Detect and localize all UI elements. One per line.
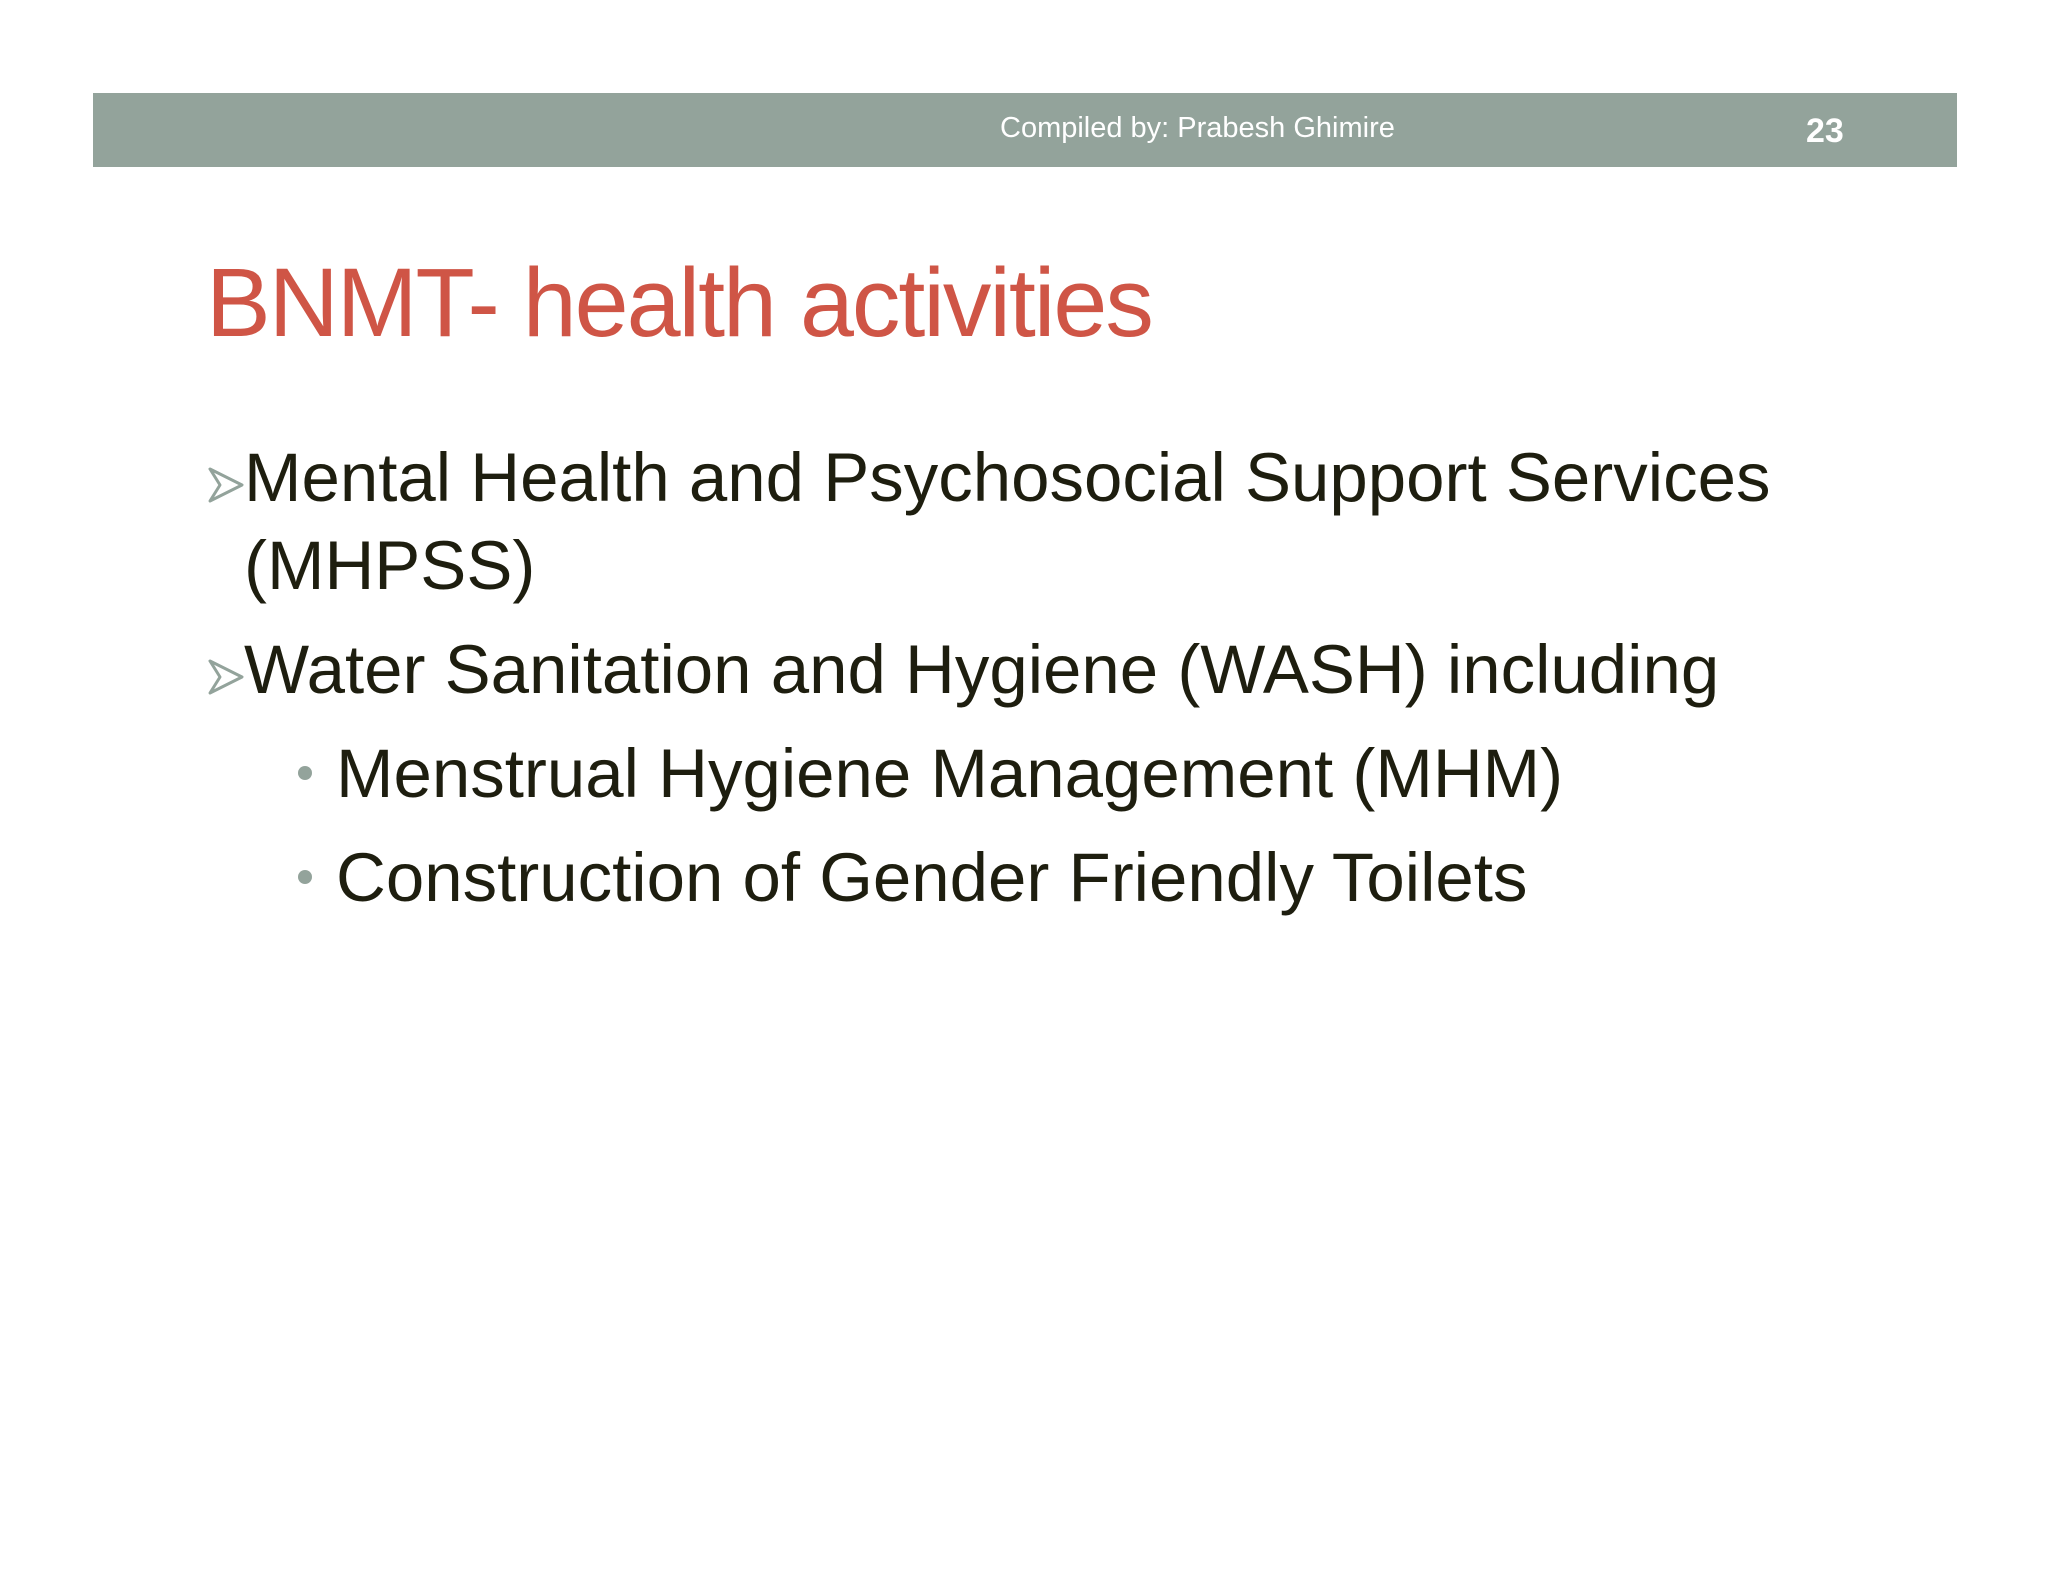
bullet-item-wash: [206, 626, 1926, 922]
bullet-list: [206, 434, 1926, 938]
sub-bullet-text: Construction of Gender Friendly Toilets: [336, 839, 1528, 916]
round-dot-bullet-icon: [298, 870, 312, 884]
round-dot-bullet-icon: [298, 766, 312, 780]
sub-bullet-item-toilets: [244, 834, 1926, 922]
footer-text: Compiled by: Prabesh Ghimire: [1000, 112, 1395, 144]
bullet-item-mhpss: [206, 434, 1926, 610]
sub-bullet-text: Menstrual Hygiene Management (MHM): [336, 735, 1564, 812]
sub-bullet-item-mhm: [244, 730, 1926, 818]
slide-title: BNMT- health activities: [206, 248, 1152, 357]
bullet-text: Mental Health and Psychosocial Support Services (MHPSS): [244, 439, 1771, 604]
sub-bullet-list: [244, 730, 1926, 922]
slide-number: 23: [1806, 112, 1844, 150]
arrowhead-bullet-icon: [206, 465, 246, 505]
arrowhead-bullet-icon: [206, 657, 246, 697]
bullet-text: Water Sanitation and Hygiene (WASH) including: [244, 631, 1720, 708]
